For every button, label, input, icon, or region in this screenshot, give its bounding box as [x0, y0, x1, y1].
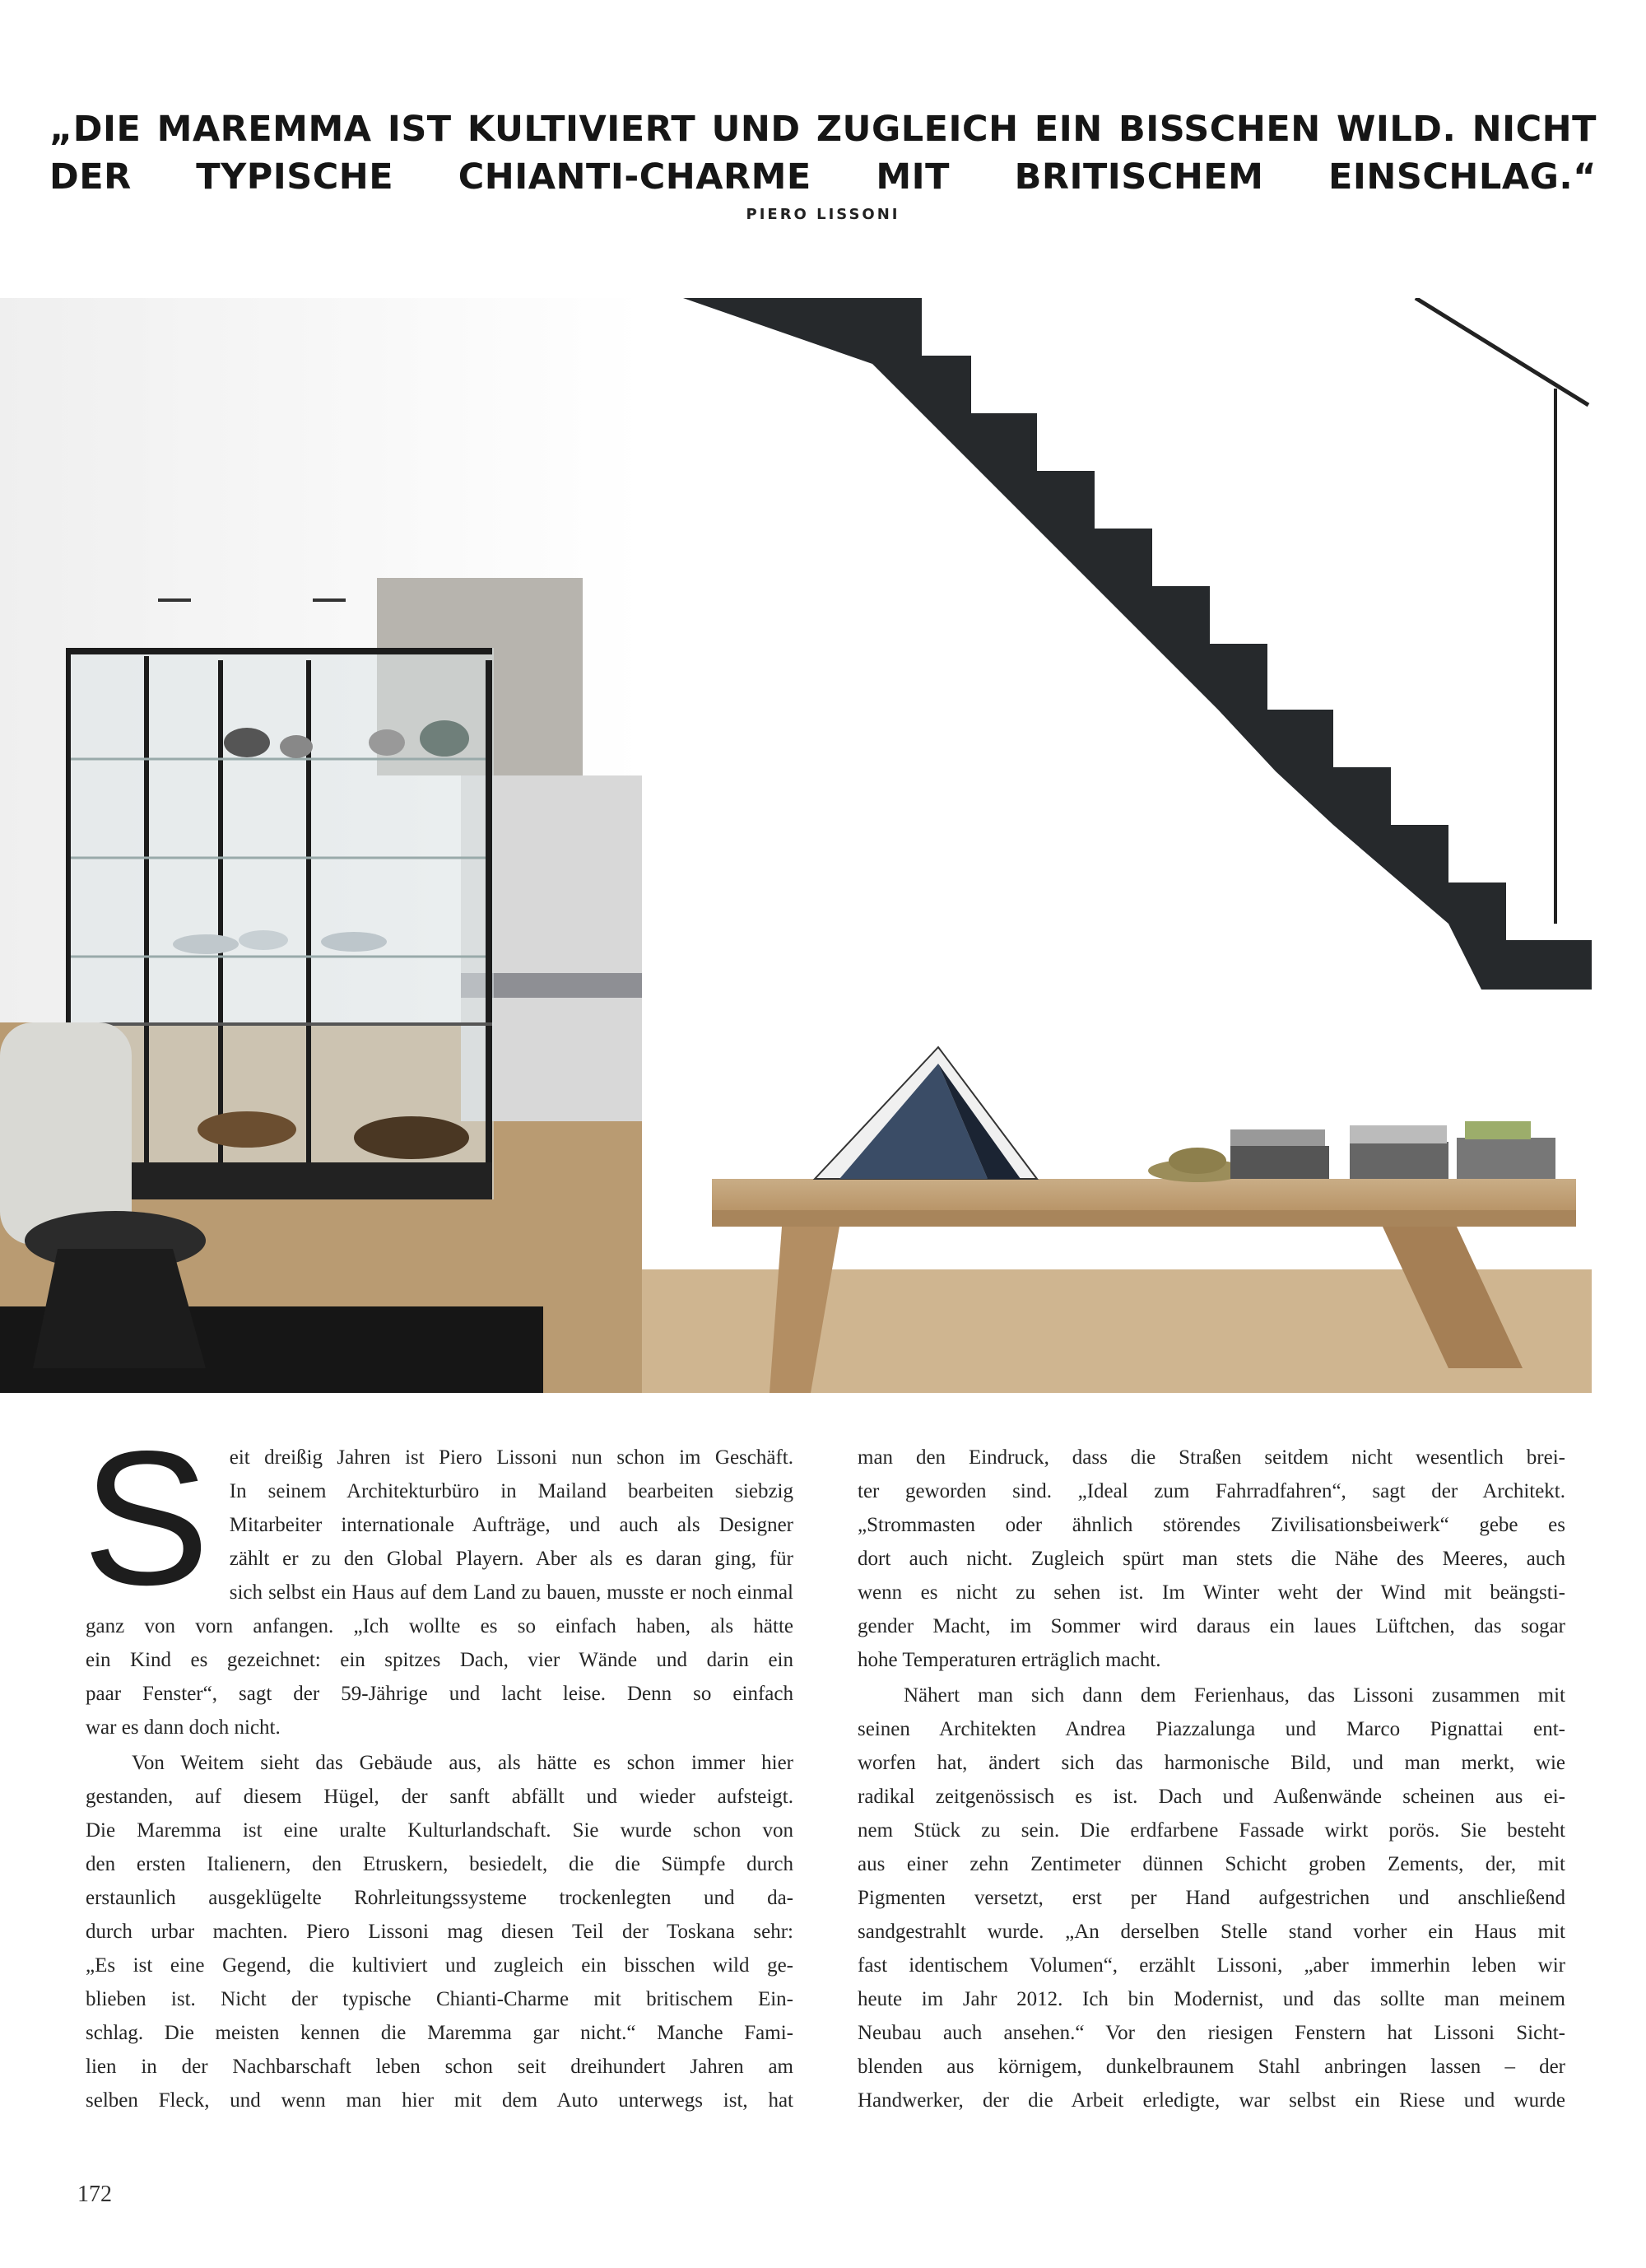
- text-line: Pigmenten versetzt, erst per Hand aufgestrichen und anschließend: [858, 1887, 1565, 1909]
- text-line: heute im Jahr 2012. Ich bin Modernist, und das sollte man meinem: [858, 1988, 1565, 2010]
- text-line: hohe Temperaturen erträglich macht.: [858, 1649, 1161, 1671]
- text-line: erstaunlich ausgeklügelte Rohrleitungssysteme trockenlegten und da-: [86, 1887, 793, 1909]
- text-line: fast identischem Volumen“, erzählt Lissoni, „aber immerhin leben wir: [858, 1954, 1565, 1977]
- ceiling-light: [313, 598, 346, 602]
- text-line: schlag. Die meisten kennen die Maremma gar nicht.“ Manche Fami-: [86, 2022, 793, 2044]
- paragraph-4: [858, 1679, 1565, 2117]
- pull-quote: [49, 105, 1597, 201]
- paragraph-2: [86, 1746, 793, 2117]
- text-line: Die Maremma ist eine uralte Kulturlandschaft. Sie wurde schon von: [86, 1819, 793, 1842]
- text-line: war es dann doch nicht.: [86, 1716, 281, 1739]
- text-line: worfen hat, ändert sich das harmonische Bild, und man merkt, wie: [858, 1752, 1565, 1774]
- text-line: gender Macht, im Sommer wird daraus ein laues Lüftchen, das sogar: [858, 1615, 1565, 1637]
- text-line: seinen Architekten Andrea Piazzalunga und Marco Pignattai ent-: [858, 1718, 1565, 1740]
- text-line: ein Kind es gezeichnet: ein spitzes Dach, vier Wände und darin ein: [86, 1649, 793, 1671]
- text-line: den ersten Italienern, den Etruskern, besiedelt, die die Sümpfe durch: [86, 1853, 793, 1875]
- text-line: blenden aus körnigem, dunkelbraunem Stahl anbringen lassen – der: [858, 2056, 1565, 2078]
- text-line: zählt er zu den Global Playern. Aber als es daran ging, für: [229, 1548, 793, 1570]
- page-number: 172: [77, 2182, 112, 2207]
- text-line: aus einer zehn Zentimeter dünnen Schicht groben Zements, der, mit: [858, 1853, 1565, 1875]
- text-line: Nähert man sich dann dem Ferienhaus, das Lissoni zusammen mit: [904, 1684, 1565, 1707]
- text-line: „Strommasten oder ähnlich störendes Zivilisationsbeiwerk“ gebe es: [858, 1514, 1565, 1536]
- interior-photo: [0, 298, 1592, 1393]
- paragraph-1: [82, 1412, 793, 1744]
- ceiling-light: [158, 598, 191, 602]
- book-stacks: [1230, 1121, 1555, 1179]
- text-line: man den Eindruck, dass die Straßen seitdem nicht wesentlich brei-: [858, 1446, 1565, 1469]
- text-line: radikal zeitgenössisch es ist. Dach und Außenwände scheinen aus ei-: [858, 1786, 1565, 1808]
- text-line: Von Weitem sieht das Gebäude aus, als hätte es schon immer hier: [132, 1752, 793, 1774]
- text-line: Handwerker, der die Arbeit erledigte, war selbst ein Riese und wurde: [858, 2089, 1565, 2112]
- text-line: lien in der Nachbarschaft leben schon seit dreihundert Jahren am: [86, 2056, 793, 2078]
- text-line: eit dreißig Jahren ist Piero Lissoni nun schon im Geschäft.: [229, 1446, 793, 1469]
- pull-quote-line-1: „DIE MAREMMA IST KULTIVIERT UND ZUGLEICH EIN BISSCHEN WILD. NICHT: [49, 109, 1597, 150]
- text-line: selben Fleck, und wenn man hier mit dem Auto unterwegs ist, hat: [86, 2089, 793, 2112]
- black-stool: [25, 1211, 206, 1368]
- text-line: wenn es nicht zu sehen ist. Im Winter weht der Wind mit beängsti-: [858, 1581, 1565, 1604]
- paragraph-3: [858, 1441, 1565, 1677]
- quote-attribution: PIERO LISSONI: [746, 206, 900, 223]
- text-line: gestanden, auf diesem Hügel, der sanft abfällt und wieder aufsteigt.: [86, 1786, 793, 1808]
- article-column-left: [82, 1412, 793, 2117]
- drop-cap: S: [82, 1412, 210, 1625]
- straw-hat-crown: [1169, 1148, 1226, 1174]
- text-line: In seinem Architekturbüro in Mailand bearbeiten siebzig: [229, 1480, 793, 1502]
- text-line: sandgestrahlt wurde. „An derselben Stelle stand vorher ein Haus mit: [858, 1921, 1565, 1943]
- text-line: ter geworden sind. „Ideal zum Fahrradfahren“, sagt der Architekt.: [858, 1480, 1565, 1502]
- text-line: Neubau auch ansehen.“ Vor den riesigen Fenstern hat Lissoni Sicht-: [858, 2022, 1565, 2044]
- text-line: durch urbar machten. Piero Lissoni mag diesen Teil der Toskana sehr:: [86, 1921, 793, 1943]
- text-line: paar Fenster“, sagt der 59-Jährige und lacht leise. Denn so einfach: [86, 1683, 793, 1705]
- text-line: dort auch nicht. Zugleich spürt man stets die Nähe des Meeres, auch: [858, 1548, 1565, 1570]
- pull-quote-line-2: DER TYPISCHE CHIANTI-CHARME MIT BRITISCHEM EINSCHLAG.“: [49, 156, 1597, 198]
- text-line: blieben ist. Nicht der typische Chianti-Charme mit britischem Ein-: [86, 1988, 793, 2010]
- text-line: nem Stück zu sein. Die erdfarbene Fassade wirkt porös. Sie besteht: [858, 1819, 1565, 1842]
- text-line: ganz von vorn anfangen. „Ich wollte es so einfach haben, als hätte: [86, 1615, 793, 1637]
- text-line: Mitarbeiter internationale Aufträge, und auch als Designer: [229, 1514, 793, 1536]
- text-line: sich selbst ein Haus auf dem Land zu bauen, musste er noch einmal: [229, 1581, 793, 1604]
- text-line: „Es ist eine Gegend, die kultiviert und zugleich ein bisschen wild ge-: [86, 1954, 793, 1977]
- article-column-right: [858, 1441, 1565, 2117]
